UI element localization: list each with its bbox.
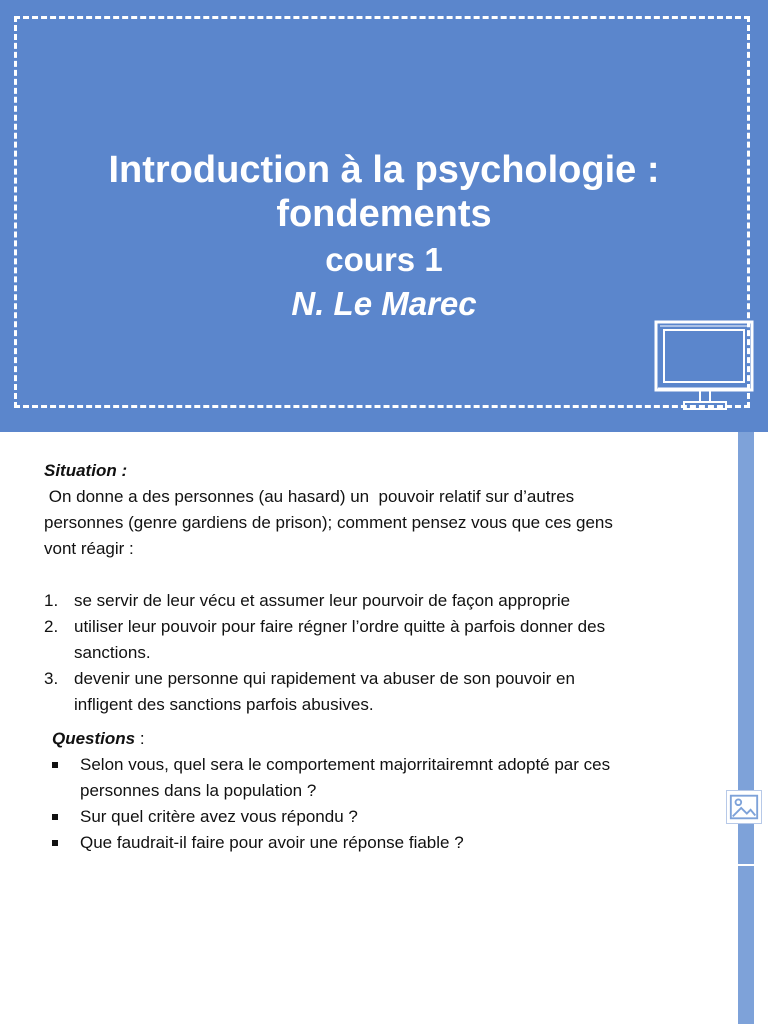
option-text: infligent des sanctions parfois abusives.	[74, 695, 374, 714]
option-text: se servir de leur vécu et assumer leur pourvoir de façon approprie	[74, 591, 571, 610]
option-text: sanctions.	[74, 643, 151, 662]
option-number: 1.	[44, 591, 59, 610]
question-text: Que faudrait-il faire pour avoir une réponse fiable ?	[80, 833, 464, 852]
title-line-2: fondements	[276, 193, 492, 235]
question-text: Selon vous, quel sera le comportement majorritairemnt adopté par ces	[80, 755, 611, 774]
picture-icon	[726, 790, 762, 824]
question-item	[52, 804, 724, 830]
option-item	[44, 666, 724, 718]
title-banner	[0, 0, 768, 432]
computer-monitor-icon	[652, 318, 758, 412]
questions-label-suffix: :	[135, 729, 145, 748]
strip-divider	[738, 864, 754, 866]
author: N. Le Marec	[291, 285, 477, 322]
title-line-1: Introduction à la psychologie :	[108, 149, 660, 191]
bullet-icon	[52, 814, 58, 820]
questions-heading	[52, 726, 724, 752]
questions-list	[52, 752, 724, 856]
option-text: utiliser leur pouvoir pour faire régner l’ordre quitte à parfois donner des	[74, 617, 606, 636]
bullet-icon	[52, 762, 58, 768]
option-number: 3.	[44, 669, 59, 688]
slide-content	[44, 458, 724, 856]
situation-text-line-1: On donne a des personnes (au hasard) un pouvoir relatif sur d’autres	[44, 487, 575, 506]
question-item	[52, 752, 724, 804]
option-number: 2.	[44, 617, 59, 636]
situation-label: Situation :	[44, 461, 128, 480]
title-block	[0, 148, 768, 326]
option-text: devenir une personne qui rapidement va abuser de son pouvoir en	[74, 669, 575, 688]
questions-section	[44, 726, 724, 856]
option-item	[44, 588, 724, 614]
option-item	[44, 614, 724, 666]
situation-text-line-2: personnes (genre gardiens de prison); comment pensez vous que ces gens	[44, 513, 613, 532]
options-list	[44, 588, 724, 718]
side-strip	[738, 432, 754, 1024]
bullet-icon	[52, 840, 58, 846]
subtitle: cours 1	[325, 241, 443, 278]
question-text: personnes dans la population ?	[80, 781, 317, 800]
question-item	[52, 830, 724, 856]
situation-text-line-3: vont réagir :	[44, 539, 134, 558]
questions-label: Questions	[52, 729, 136, 748]
question-text: Sur quel critère avez vous répondu ?	[80, 807, 358, 826]
